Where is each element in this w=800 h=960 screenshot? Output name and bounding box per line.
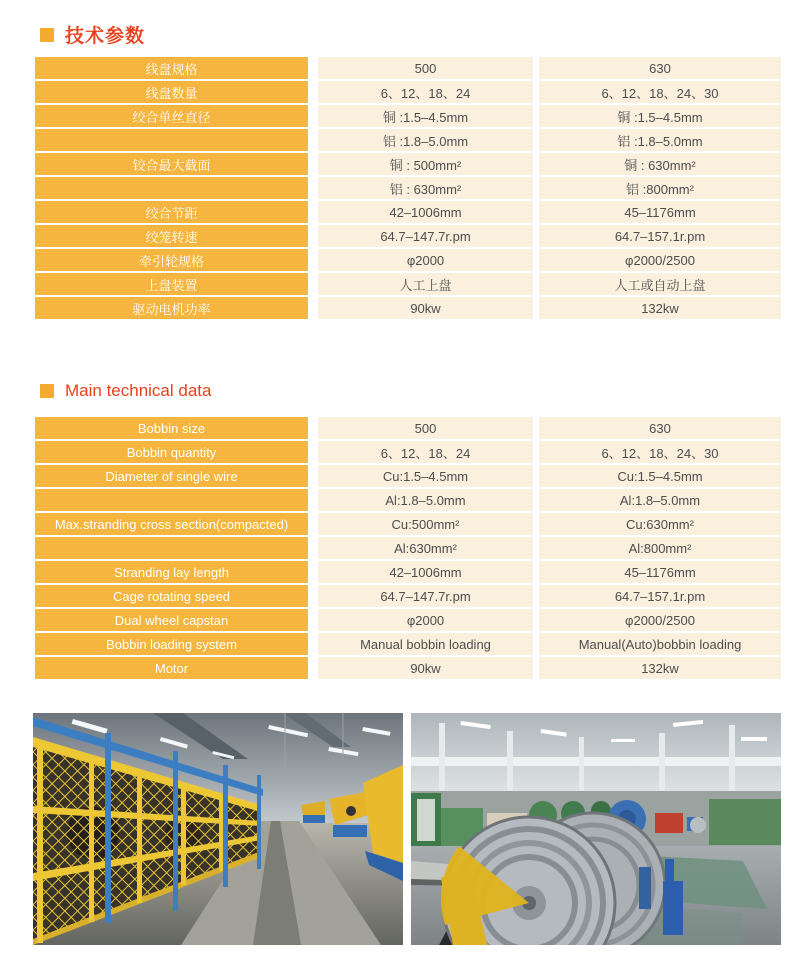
row-header-cell: [35, 489, 308, 511]
table-row: [35, 129, 781, 151]
data-cell-500: 42–1006mm: [318, 201, 533, 223]
data-cell-630: 630: [539, 57, 781, 79]
row-header-cell: Bobbin size: [35, 417, 308, 439]
data-cell-630: 64.7–157.1r.pm: [539, 225, 781, 247]
table-row: [35, 513, 781, 535]
table-row: [35, 633, 781, 655]
data-cell-500: 90kw: [318, 657, 533, 679]
data-cell-500: Cu:500mm²: [318, 513, 533, 535]
data-cell-500: 64.7–147.7r.pm: [318, 585, 533, 607]
data-cell-630: φ2000/2500: [539, 249, 781, 271]
data-cell-630: Al:1.8–5.0mm: [539, 489, 781, 511]
table-row: [35, 81, 781, 103]
table-row: [35, 609, 781, 631]
row-header-cell: 上盘装置: [35, 273, 308, 295]
row-header-cell: 牵引轮规格: [35, 249, 308, 271]
data-cell-630: 45–1176mm: [539, 201, 781, 223]
row-header-cell: Max.stranding cross section(compacted): [35, 513, 308, 535]
square-bullet-icon: [40, 384, 54, 398]
en-spec-table: [35, 417, 781, 679]
data-cell-500: 500: [318, 417, 533, 439]
section-title-cn: 技术参数: [65, 26, 146, 47]
data-cell-500: φ2000: [318, 249, 533, 271]
cn-spec-table: [35, 57, 781, 319]
data-cell-630: 铜 : 630mm²: [539, 153, 781, 175]
data-cell-500: Al:630mm²: [318, 537, 533, 559]
row-header-cell: Cage rotating speed: [35, 585, 308, 607]
table-row: [35, 273, 781, 295]
data-cell-630: φ2000/2500: [539, 609, 781, 631]
data-cell-630: 45–1176mm: [539, 561, 781, 583]
table-row: [35, 417, 781, 439]
row-header-cell: 绞合节距: [35, 201, 308, 223]
data-cell-500: φ2000: [318, 609, 533, 631]
data-cell-500: Al:1.8–5.0mm: [318, 489, 533, 511]
row-header-cell: [35, 177, 308, 199]
table-row: [35, 177, 781, 199]
table-row: [35, 105, 781, 127]
row-header-cell: 铰合最大截面: [35, 153, 308, 175]
table-row: [35, 201, 781, 223]
row-header-cell: Bobbin quantity: [35, 441, 308, 463]
data-cell-630: 64.7–157.1r.pm: [539, 585, 781, 607]
table-row: [35, 561, 781, 583]
row-header-cell: 绞笼转速: [35, 225, 308, 247]
table-row: [35, 153, 781, 175]
data-cell-500: 42–1006mm: [318, 561, 533, 583]
table-row: [35, 225, 781, 247]
factory-capstan-illustration: [411, 713, 781, 945]
row-header-cell: Bobbin loading system: [35, 633, 308, 655]
table-row: [35, 249, 781, 271]
data-cell-630: Manual(Auto)bobbin loading: [539, 633, 781, 655]
table-row: [35, 489, 781, 511]
data-cell-500: 铜 :1.5–4.5mm: [318, 105, 533, 127]
section-title-en: Main technical data: [65, 381, 212, 400]
data-cell-630: Cu:1.5–4.5mm: [539, 465, 781, 487]
data-cell-500: 90kw: [318, 297, 533, 319]
data-cell-500: Manual bobbin loading: [318, 633, 533, 655]
table-row: [35, 585, 781, 607]
row-header-cell: [35, 129, 308, 151]
factory-photo-capstan: [411, 713, 781, 945]
data-cell-500: Cu:1.5–4.5mm: [318, 465, 533, 487]
table-row: [35, 57, 781, 79]
data-cell-630: 铝 :1.8–5.0mm: [539, 129, 781, 151]
row-header-cell: Dual wheel capstan: [35, 609, 308, 631]
section-heading-en: [40, 381, 211, 401]
table-row: [35, 465, 781, 487]
data-cell-630: 630: [539, 417, 781, 439]
data-cell-630: 6、12、18、24、30: [539, 441, 781, 463]
data-cell-500: 64.7–147.7r.pm: [318, 225, 533, 247]
data-cell-500: 6、12、18、24: [318, 81, 533, 103]
data-cell-500: 6、12、18、24: [318, 441, 533, 463]
row-header-cell: Stranding lay length: [35, 561, 308, 583]
data-cell-630: 132kw: [539, 657, 781, 679]
row-header-cell: 线盘规格: [35, 57, 308, 79]
factory-photo-aisle: [33, 713, 403, 945]
section-heading-cn: [40, 21, 145, 48]
factory-aisle-illustration: [33, 713, 403, 945]
data-cell-630: 132kw: [539, 297, 781, 319]
data-cell-500: 铝 :1.8–5.0mm: [318, 129, 533, 151]
table-row: [35, 441, 781, 463]
data-cell-630: Al:800mm²: [539, 537, 781, 559]
data-cell-630: 铝 :800mm²: [539, 177, 781, 199]
data-cell-500: 人工上盘: [318, 273, 533, 295]
data-cell-500: 铜 : 500mm²: [318, 153, 533, 175]
square-bullet-icon: [40, 28, 54, 42]
data-cell-500: 500: [318, 57, 533, 79]
data-cell-630: 6、12、18、24、30: [539, 81, 781, 103]
table-row: [35, 537, 781, 559]
data-cell-500: 铝 : 630mm²: [318, 177, 533, 199]
row-header-cell: [35, 537, 308, 559]
data-cell-630: 人工或自动上盘: [539, 273, 781, 295]
table-row: [35, 657, 781, 679]
table-row: [35, 297, 781, 319]
row-header-cell: Diameter of single wire: [35, 465, 308, 487]
data-cell-630: 铜 :1.5–4.5mm: [539, 105, 781, 127]
row-header-cell: 驱动电机功率: [35, 297, 308, 319]
row-header-cell: Motor: [35, 657, 308, 679]
row-header-cell: 线盘数量: [35, 81, 308, 103]
data-cell-630: Cu:630mm²: [539, 513, 781, 535]
row-header-cell: 绞合单丝直径: [35, 105, 308, 127]
